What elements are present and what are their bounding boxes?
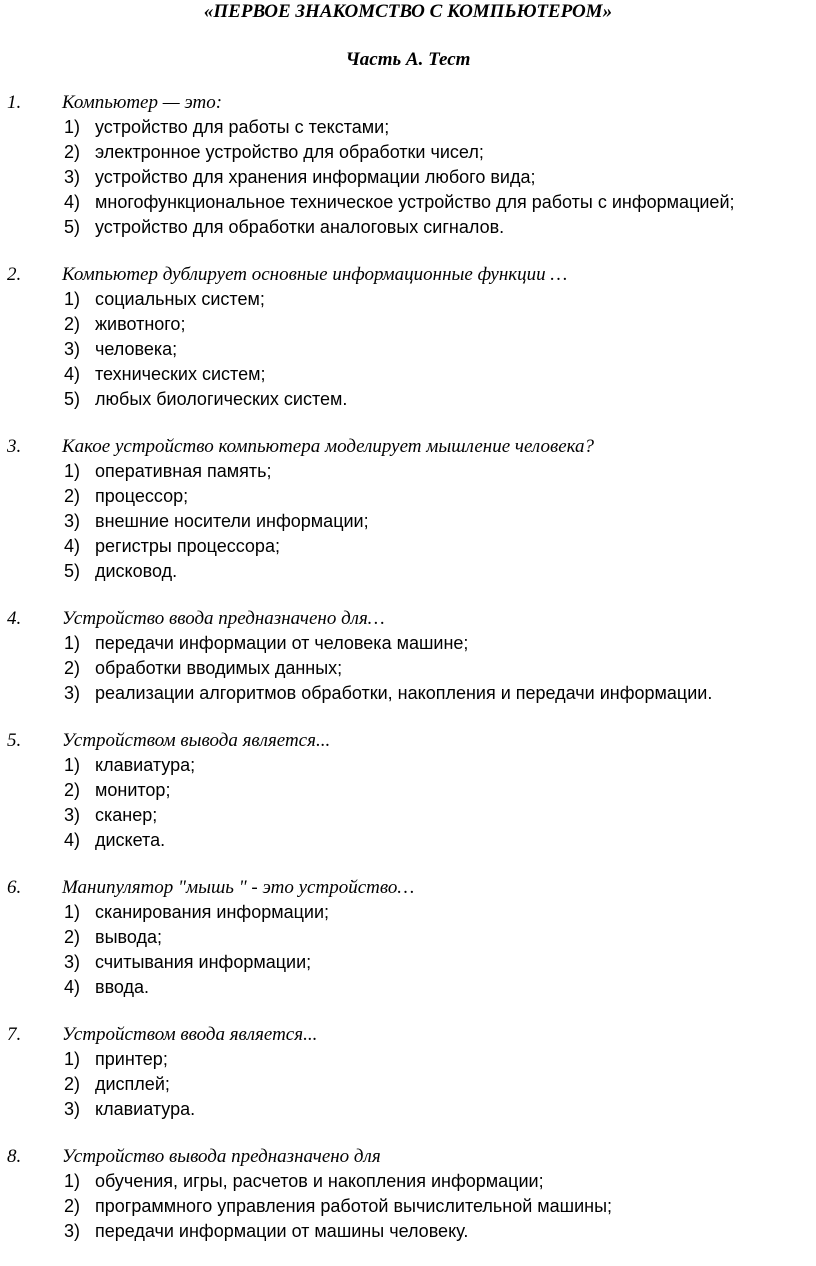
question-block	[0, 875, 816, 1000]
question-number: 6.	[7, 877, 22, 898]
answer-option-number: 1)	[64, 461, 81, 481]
answer-option	[0, 1169, 816, 1194]
answer-option-text: сканер;	[95, 805, 158, 825]
question-block	[0, 1144, 816, 1244]
answer-option-number: 4)	[64, 977, 81, 997]
answer-option-number: 1)	[64, 289, 81, 309]
answer-option-number: 1)	[64, 902, 81, 922]
answer-option-text: социальных систем;	[95, 289, 265, 309]
question-text: Компьютер — это:	[62, 92, 223, 113]
answer-option-text: дисковод.	[95, 561, 178, 581]
answer-option	[0, 656, 816, 681]
answer-option	[0, 1047, 816, 1072]
question-number: 8.	[7, 1146, 22, 1167]
answer-option-text: клавиатура;	[95, 755, 196, 775]
answer-option-text: устройство для обработки аналоговых сигналов.	[95, 217, 505, 237]
answer-option-number: 4)	[64, 364, 81, 384]
answer-option-text: дискета.	[95, 830, 166, 850]
answer-option-number: 1)	[64, 633, 81, 653]
answer-option-text: обработки вводимых данных;	[95, 658, 343, 678]
answer-option-number: 2)	[64, 314, 81, 334]
question-text: Устройством вывода является...	[62, 730, 331, 751]
answer-option-number: 1)	[64, 117, 81, 137]
answer-option-number: 3)	[64, 952, 81, 972]
document-title: «ПЕРВОЕ ЗНАКОМСТВО С КОМПЬЮТЕРОМ»	[203, 1, 613, 22]
answer-option	[0, 287, 816, 312]
answer-option-text: передачи информации от машины человеку.	[95, 1221, 469, 1241]
question-text: Устройством ввода является...	[62, 1024, 318, 1045]
answer-option-number: 3)	[64, 339, 81, 359]
answer-option-text: регистры процессора;	[95, 536, 280, 556]
answer-option	[0, 803, 816, 828]
answer-option-number: 4)	[64, 536, 81, 556]
question-line	[0, 1144, 816, 1169]
answer-option-number: 5)	[64, 389, 81, 409]
question-line	[0, 90, 816, 115]
answer-option-text: монитор;	[95, 780, 171, 800]
question-number: 2.	[7, 264, 22, 285]
answer-option	[0, 950, 816, 975]
answer-option	[0, 753, 816, 778]
answer-option-text: дисплей;	[95, 1074, 170, 1094]
question-text: Какое устройство компьютера моделирует мышление человека?	[62, 436, 595, 457]
question-block	[0, 606, 816, 706]
answer-option-number: 1)	[64, 1049, 81, 1069]
answer-option-number: 2)	[64, 486, 81, 506]
question-text: Устройство вывода предназначено для	[62, 1146, 381, 1167]
answer-option	[0, 215, 816, 240]
answer-option-text: электронное устройство для обработки чисел;	[95, 142, 484, 162]
answer-option-text: устройство для работы с текстами;	[95, 117, 390, 137]
question-text: Компьютер дублирует основные информационные функции …	[62, 264, 568, 285]
answer-option-number: 5)	[64, 561, 81, 581]
answer-option-number: 2)	[64, 1074, 81, 1094]
answer-option	[0, 975, 816, 1000]
answer-option-number: 1)	[64, 755, 81, 775]
question-block	[0, 728, 816, 853]
answer-option-text: внешние носители информации;	[95, 511, 369, 531]
answer-option-number: 3)	[64, 1099, 81, 1119]
answer-option	[0, 1194, 816, 1219]
answer-option-text: считывания информации;	[95, 952, 312, 972]
answer-option-text: клавиатура.	[95, 1099, 196, 1119]
question-block	[0, 262, 816, 412]
answer-option	[0, 534, 816, 559]
answer-option-number: 3)	[64, 1221, 81, 1241]
answer-option-text: ввода.	[95, 977, 150, 997]
answer-option-text: программного управления работой вычислительной машины;	[95, 1196, 613, 1216]
answer-option-text: передачи информации от человека машине;	[95, 633, 469, 653]
question-text: Манипулятор "мышь " - это устройство…	[62, 877, 415, 898]
answer-option-text: животного;	[95, 314, 186, 334]
answer-option	[0, 115, 816, 140]
question-line	[0, 875, 816, 900]
answer-option	[0, 509, 816, 534]
answer-option	[0, 362, 816, 387]
question-line	[0, 728, 816, 753]
answer-option	[0, 559, 816, 584]
question-block	[0, 90, 816, 240]
answer-option-text: сканирования информации;	[95, 902, 330, 922]
answer-option	[0, 900, 816, 925]
answer-option-number: 3)	[64, 167, 81, 187]
answer-option	[0, 1072, 816, 1097]
answer-option-number: 2)	[64, 658, 81, 678]
answer-option-text: обучения, игры, расчетов и накопления информации;	[95, 1171, 544, 1191]
answer-option-text: реализации алгоритмов обработки, накопления и передачи информации.	[95, 683, 713, 703]
question-number: 4.	[7, 608, 22, 629]
answer-option-text: оперативная память;	[95, 461, 272, 481]
question-number: 1.	[7, 92, 22, 113]
answer-option-text: процессор;	[95, 486, 189, 506]
answer-option	[0, 165, 816, 190]
answer-option-text: человека;	[95, 339, 178, 359]
answer-option	[0, 1097, 816, 1122]
answer-option-number: 2)	[64, 927, 81, 947]
question-number: 3.	[7, 436, 22, 457]
answer-option	[0, 778, 816, 803]
answer-option	[0, 925, 816, 950]
answer-option-number: 2)	[64, 780, 81, 800]
answer-option-text: вывода;	[95, 927, 162, 947]
question-line	[0, 434, 816, 459]
answer-option-text: любых биологических систем.	[95, 389, 348, 409]
answer-option-number: 3)	[64, 805, 81, 825]
answer-option-number: 4)	[64, 192, 81, 212]
answer-option-text: многофункциональное техническое устройство для работы с информацией;	[95, 192, 735, 212]
answer-option	[0, 337, 816, 362]
document-subtitle: Часть А. Тест	[345, 49, 471, 70]
answer-option-number: 5)	[64, 217, 81, 237]
answer-option-text: технических систем;	[95, 364, 266, 384]
answer-option	[0, 387, 816, 412]
question-block	[0, 434, 816, 584]
question-line	[0, 606, 816, 631]
answer-option	[0, 631, 816, 656]
question-number: 7.	[7, 1024, 22, 1045]
question-number: 5.	[7, 730, 22, 751]
answer-option	[0, 190, 816, 215]
answer-option-text: устройство для хранения информации любого вида;	[95, 167, 536, 187]
questions-list	[0, 90, 816, 1266]
answer-option	[0, 828, 816, 853]
answer-option	[0, 484, 816, 509]
answer-option-number: 2)	[64, 1196, 81, 1216]
answer-option-number: 1)	[64, 1171, 81, 1191]
answer-option-number: 4)	[64, 830, 81, 850]
answer-option-number: 2)	[64, 142, 81, 162]
answer-option-number: 3)	[64, 683, 81, 703]
question-line	[0, 1022, 816, 1047]
answer-option	[0, 140, 816, 165]
answer-option-text: принтер;	[95, 1049, 168, 1069]
question-line	[0, 262, 816, 287]
question-block	[0, 1022, 816, 1122]
answer-option	[0, 459, 816, 484]
answer-option-number: 3)	[64, 511, 81, 531]
answer-option	[0, 1219, 816, 1244]
answer-option	[0, 681, 816, 706]
answer-option	[0, 312, 816, 337]
question-text: Устройство ввода предназначено для…	[62, 608, 385, 629]
